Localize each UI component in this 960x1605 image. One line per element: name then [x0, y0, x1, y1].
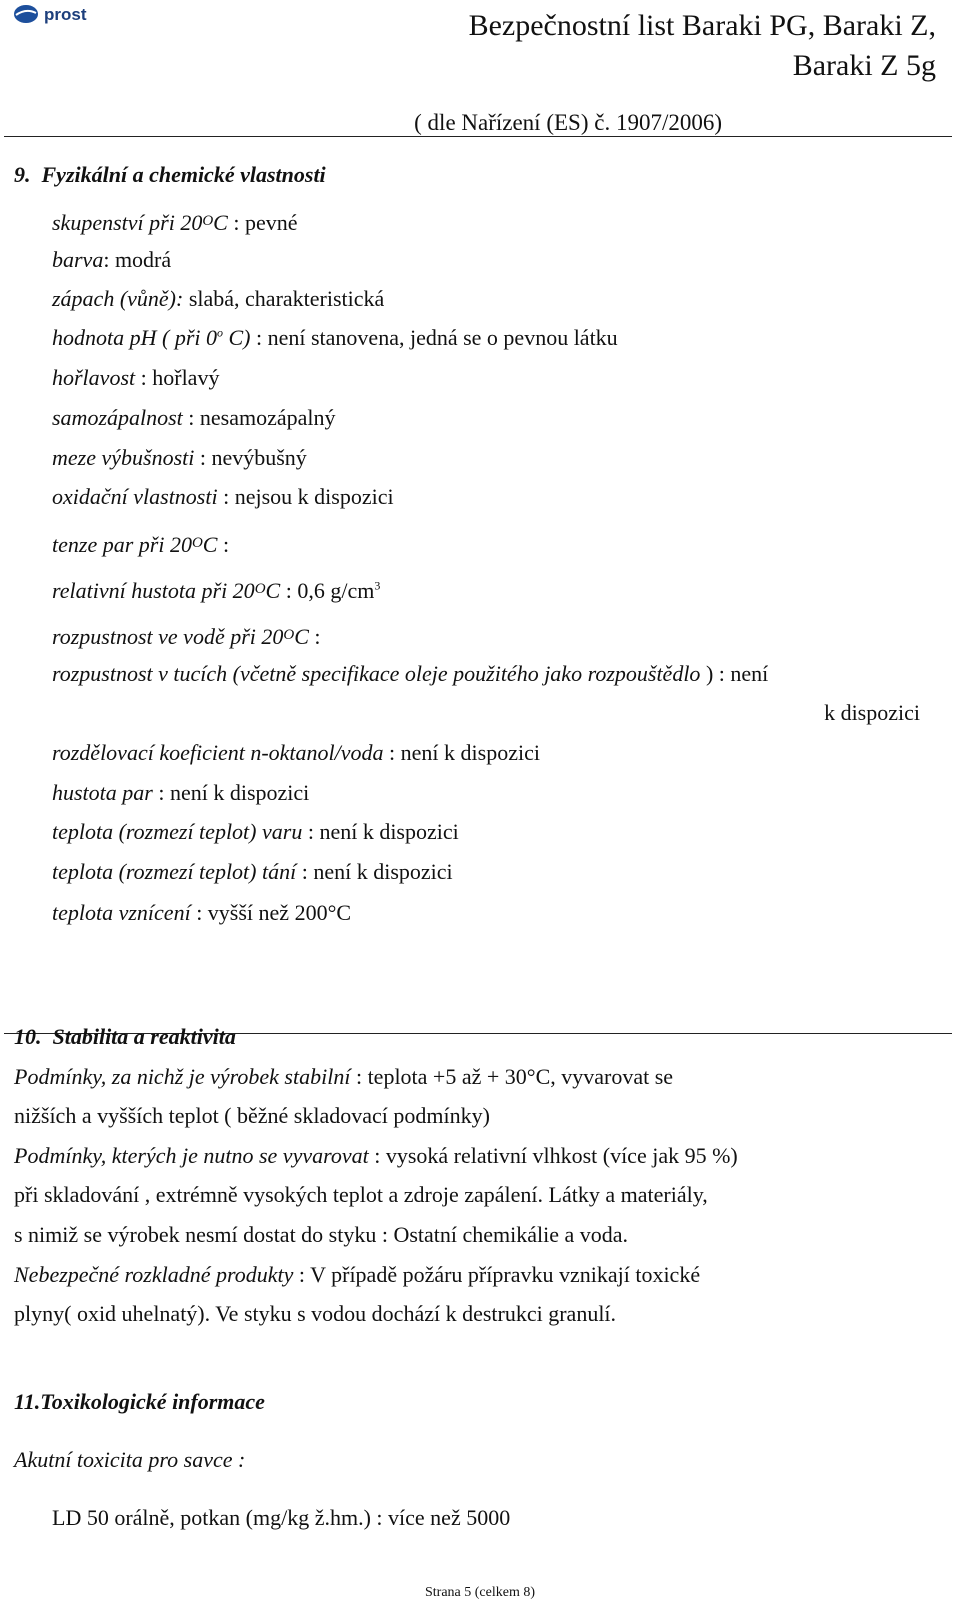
prop-odor: zápach (vůně): slabá, charakteristická [52, 286, 385, 311]
section11-heading: 11.Toxikologické informace [14, 1389, 265, 1414]
decomposition-products-cont: plyny( oxid uhelnatý). Ve styku s vodou dochází k destrukci granulí. [14, 1301, 617, 1326]
prop-self-ignition: samozápalnost : nesamozápalný [52, 405, 336, 430]
prop-color: barva: modrá [52, 247, 172, 272]
prop-partition-coefficient: rozdělovací koeficient n-oktanol/voda : není k dispozici [52, 740, 540, 765]
prop-fat-solubility: rozpustnost v tucích (včetně specifikace oleje použitého jako rozpouštědlo ) : není [52, 661, 769, 686]
prop-flammability: hořlavost : hořlavý [52, 365, 220, 390]
section9-heading: 9. Fyzikální a chemické vlastnosti [14, 162, 326, 187]
ld50-value: LD 50 orálně, potkan (mg/kg ž.hm.) : více než 5000 [52, 1505, 511, 1530]
prop-state: skupenství při $20^OC$ : pevné [52, 210, 298, 235]
prop-water-solubility: rozpustnost ve vodě při $20^OC$ : [52, 624, 321, 649]
prop-ph: hodnota pH ( při 0$^o$ C) : není stanovena, jedná se o pevnou látku [52, 325, 618, 350]
prop-relative-density: relativní hustota při $20^OC$ : 0,6 $g/cm^3$ [52, 578, 381, 603]
prost-logo [12, 2, 152, 26]
prop-oxidizing: oxidační vlastnosti : nejsou k dispozici [52, 484, 394, 509]
conditions-to-avoid-cont2: s nimiž se výrobek nesmí dostat do styku : Ostatní chemikálie a voda. [14, 1222, 629, 1247]
logo-text: prost [44, 5, 87, 24]
prop-explosion-limits: meze výbušnosti : nevýbušný [52, 445, 307, 470]
prop-vapour-density: hustota par : není k dispozici [52, 780, 310, 805]
prop-fat-solubility-cont: k dispozici [824, 700, 920, 725]
stability-conditions-cont: nižších a vyšších teplot ( běžné skladovací podmínky) [14, 1103, 490, 1128]
document-title-line2: Baraki Z 5g [792, 49, 936, 82]
page-number: Strana 5 (celkem 8) [424, 1585, 535, 1600]
header-divider [4, 136, 952, 137]
document-title-line1: Bezpečnostní list Baraki PG, Baraki Z, [468, 9, 936, 42]
prop-melting-point: teplota (rozmezí teplot) tání : není k dispozici [52, 859, 453, 884]
prop-vapour-pressure: tenze par při $20^OC$ : [52, 532, 230, 557]
decomposition-products: Nebezpečné rozkladné produkty : V případě požáru přípravku vznikají toxické [14, 1262, 701, 1287]
section10-heading: 10. Stabilita a reaktivita [14, 1024, 236, 1049]
conditions-to-avoid: Podmínky, kterých je nutno se vyvarovat : vysoká relativní vlhkost (více jak 95 %) [14, 1143, 738, 1168]
acute-toxicity-label: Akutní toxicita pro savce : [14, 1447, 246, 1472]
conditions-to-avoid-cont1: při skladování , extrémně vysokých teplot a zdroje zapálení. Látky a materiály, [14, 1182, 708, 1207]
stability-conditions: Podmínky, za nichž je výrobek stabilní : teplota +5 až + 30°C, vyvarovat se [14, 1064, 674, 1089]
prop-ignition-temperature: teplota vznícení : vyšší než 200°C [52, 900, 352, 925]
prop-boiling-point: teplota (rozmezí teplot) varu : není k dispozici [52, 819, 459, 844]
regulation-reference: ( dle Nařízení (ES) č. 1907/2006) [414, 110, 722, 135]
